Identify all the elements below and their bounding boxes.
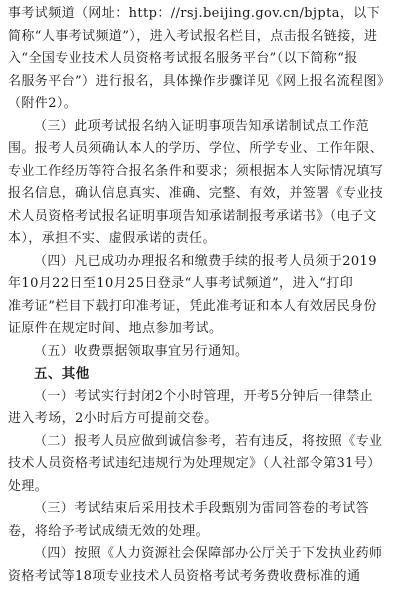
paragraph-start-line: （三）考试结束后采用技术手段甄别为雷同答卷的考试答 — [34, 501, 370, 516]
text-line: 资格考试等18项专业技术人员资格考试考务费收费标准的通 — [8, 568, 361, 584]
text-line: 本），承担不实、虚假承诺的责任。 — [8, 231, 216, 246]
text-line: 进入考场，2小时后方可提前交卷。 — [8, 411, 218, 426]
text-line: 简称“人事考试频道”），进入考试报名栏目，点击报名链接，进 — [8, 28, 378, 44]
text-line: 专业工作经历等符合报名条件和要求；须根据本人实际情况填写 — [8, 163, 384, 179]
text-line: 证原件在规定时间、地点参加考试。 — [8, 321, 223, 336]
text-line: 年10月22日至10月25日登录“人事考试频道”，进入“打印 — [8, 276, 354, 291]
paragraph-start-line: （四）按照《人力资源社会保障部办公厅关于下发执业药师 — [34, 546, 383, 561]
text-line: 入“全国专业技术人员资格考试报名服务平台”（以下简称“报 — [8, 51, 358, 66]
text-line: 报名信息，确认信息真实、准确、完整、有效，并签署《专业技 — [8, 186, 384, 201]
text-line: 名服务平台”）进行报名，具体操作步骤详见《网上报名流程图》 — [8, 73, 391, 89]
text-line: 卷，将给予考试成绩无效的处理。 — [8, 523, 210, 539]
text-line: 术人员资格考试报名证明事项告知承诺制报考承诺书》（电子文 — [8, 208, 377, 224]
paragraph-start-line: （三）此项考试报名纳入证明事项告知承诺制试点工作范 — [34, 118, 370, 134]
text-line: 准考证”栏目下载打印准考证，凭此准考证和本人有效居民身份 — [8, 298, 377, 314]
text-line: （附件2）。 — [8, 96, 78, 111]
paragraph-start-line: （五）收费票据领取事宜另行通知。 — [34, 343, 249, 359]
text-line: 事考试频道（网址：http：//rsj.beijing.gov.cn/bjpta，以下 — [8, 6, 381, 21]
document-body — [8, 3, 406, 588]
section-heading: 五、其他 — [34, 366, 90, 382]
text-line: 处理。 — [8, 478, 49, 494]
text-line: 围。报考人员须确认本人的学历、学位、所学专业、工作年限、 — [8, 141, 384, 156]
text-line: 技术人员资格考试违纪违规行为处理规定》（人社部令第31号） — [8, 456, 381, 471]
paragraph-start-line: （二）报考人员应做到诚信参考，若有违反，将按照《专业 — [34, 433, 383, 449]
paragraph-start-line: （一）考试实行封闭2个小时管理，开考5分钟后一律禁止 — [34, 388, 373, 404]
paragraph-start-line: （四）凡已成功办理报名和缴费手续的报考人员须于2019 — [34, 253, 377, 269]
